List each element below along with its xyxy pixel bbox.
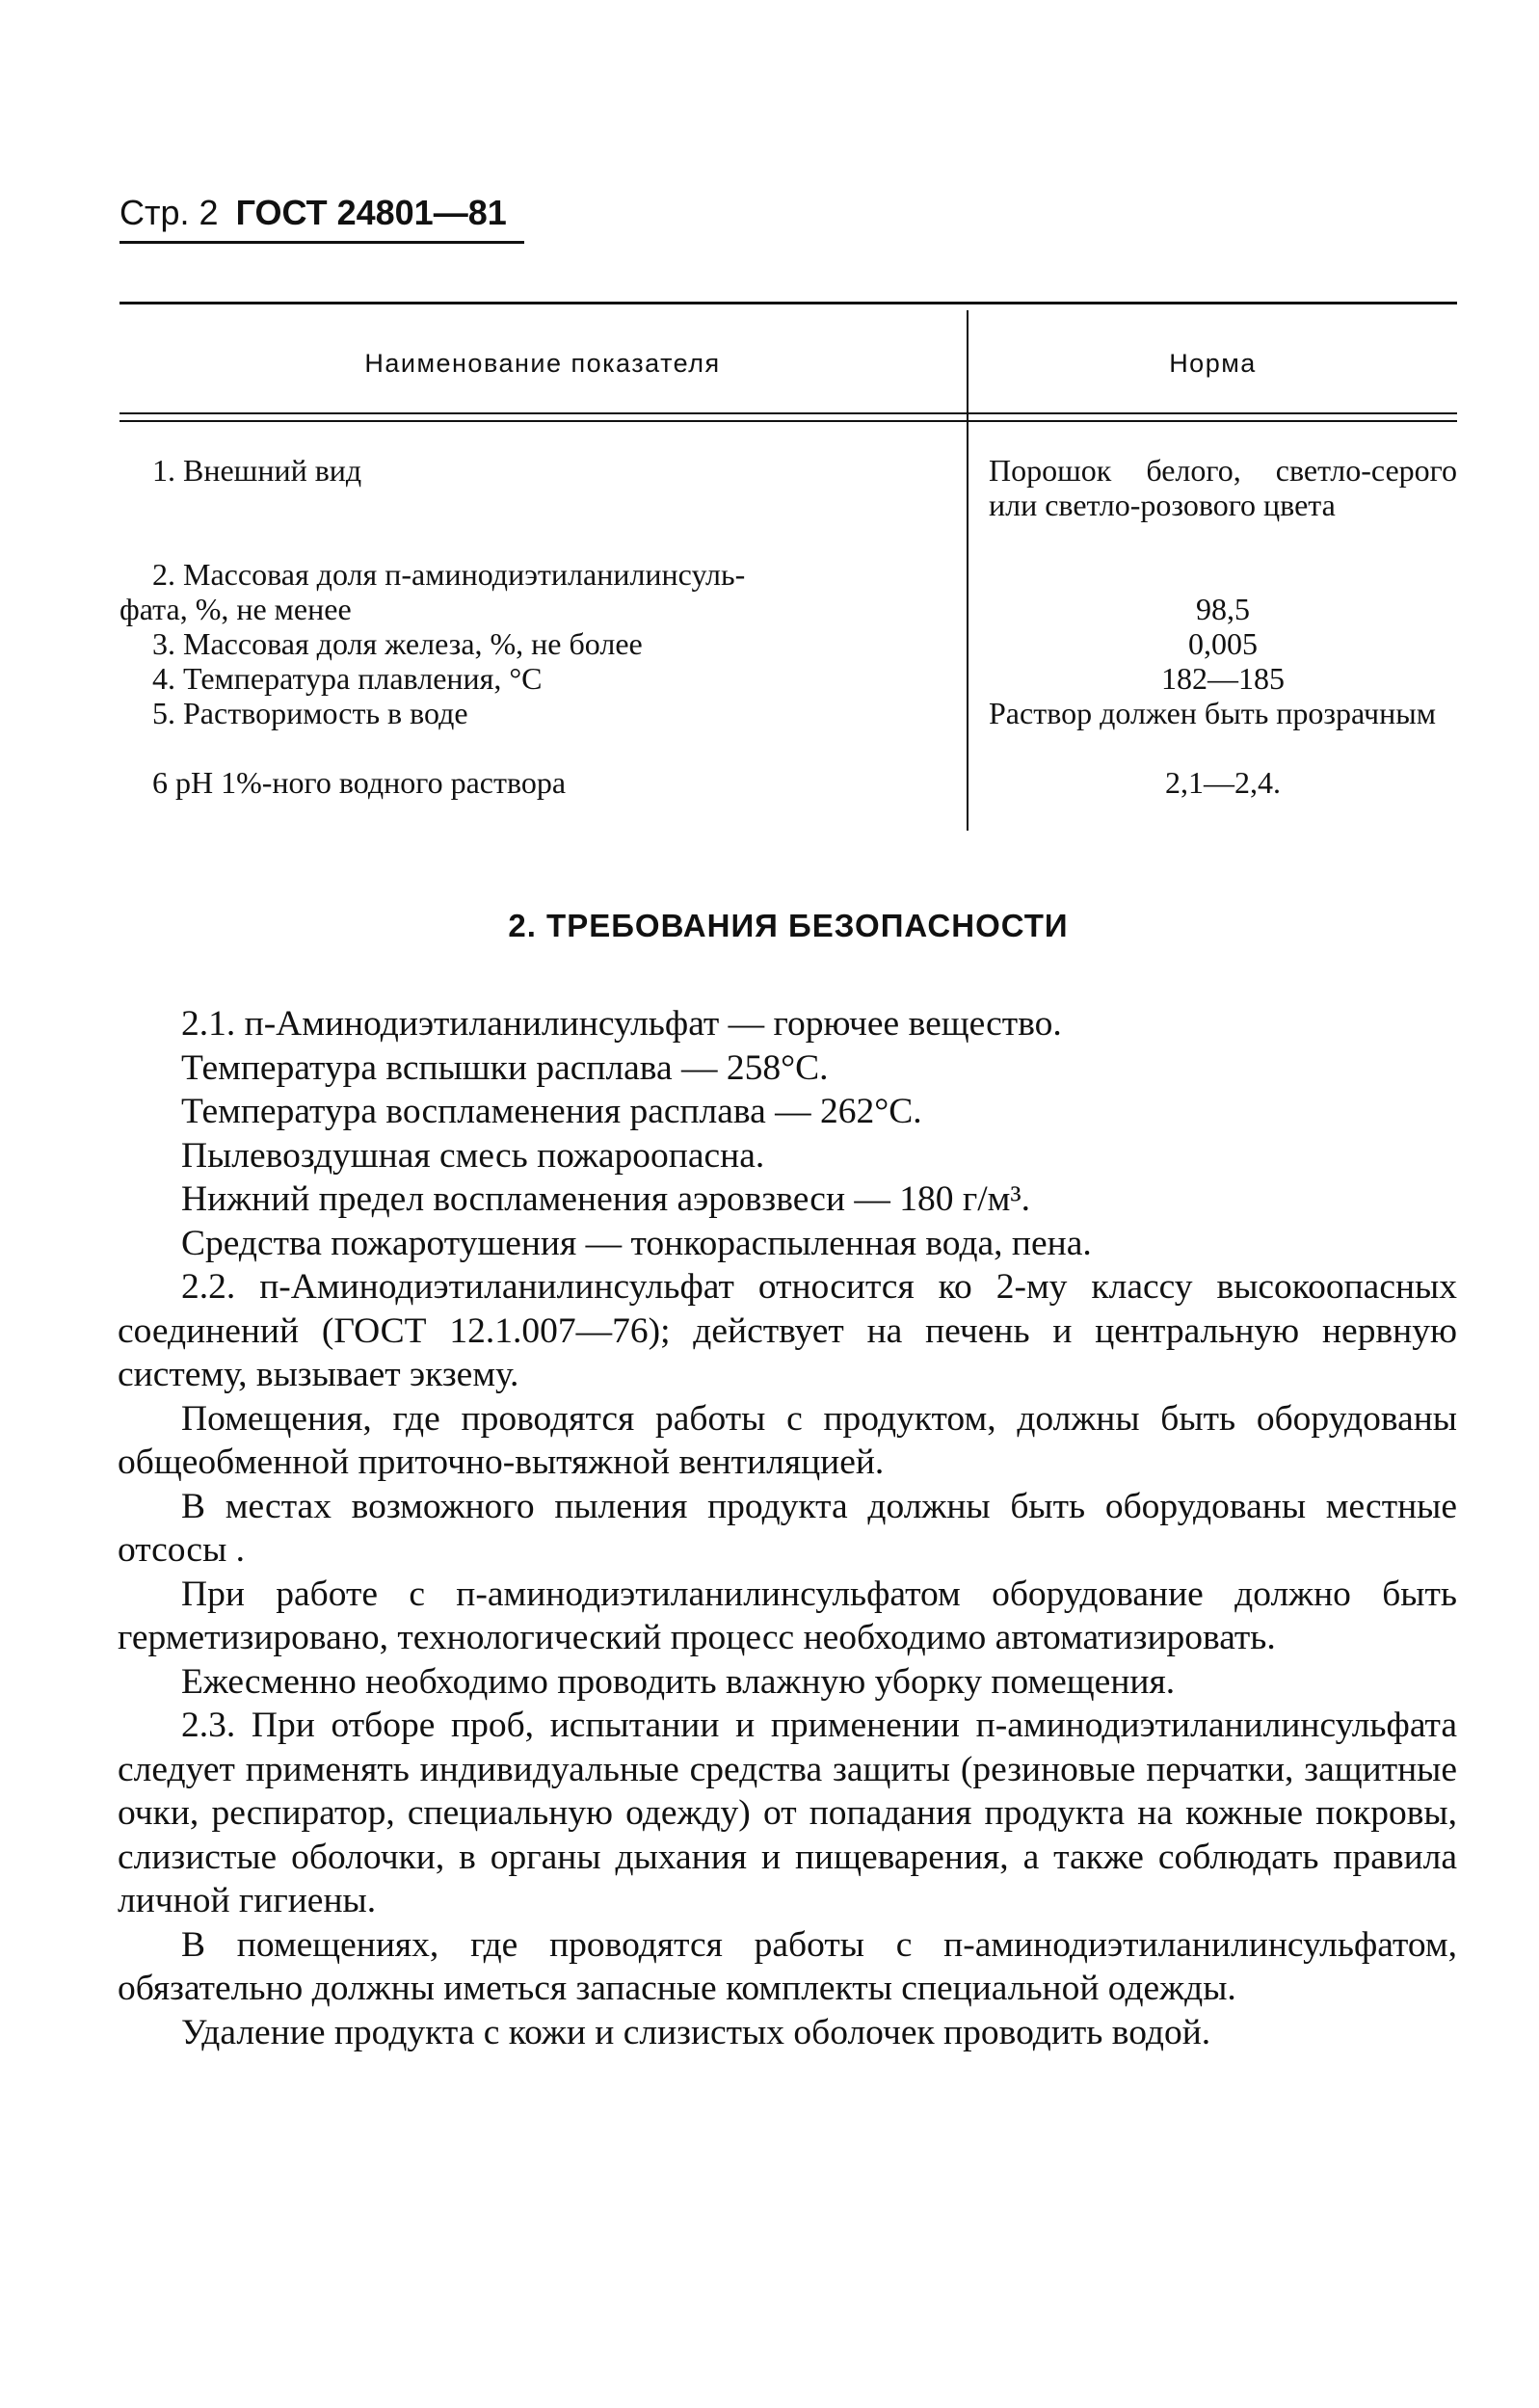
paragraph: Ежесменно необходимо проводить влажную уборку помещения. bbox=[181, 1661, 1176, 1702]
table-header-rule bbox=[119, 412, 1457, 414]
paragraph: Средства пожаротушения — тонкораспыленная вода, пена. bbox=[181, 1223, 1092, 1263]
column-header-norm: Норма bbox=[1169, 349, 1257, 378]
column-header-name: Наименование показателя bbox=[364, 349, 721, 378]
section-title: 2. ТРЕБОВАНИЯ БЕЗОПАСНОСТИ bbox=[508, 908, 1069, 943]
table-row-norm-4: 182—185 bbox=[1161, 661, 1285, 696]
header-rule bbox=[119, 241, 524, 244]
paragraph: В местах возможного пыления продукта должны быть оборудованы местные отсосы . bbox=[118, 1486, 1457, 1570]
table-row-norm-5: Раствор должен быть прозрачным bbox=[989, 696, 1436, 730]
page-number: Стр. 2 bbox=[119, 193, 219, 232]
paragraph: 2.1. п-Аминодиэтиланилинсульфат — горючее вещество. bbox=[181, 1004, 1062, 1044]
table-row-name-1: 1. Внешний вид bbox=[152, 453, 362, 488]
table-row-norm-1: Порошок белого, светло-серого или светло-розового цвета bbox=[989, 453, 1457, 522]
table-row-name-5: 5. Растворимость в воде bbox=[152, 696, 468, 730]
page-header bbox=[119, 193, 507, 233]
paragraph: Помещения, где проводятся работы с продуктом, должны быть оборудованы общеобменной приточно-вытяжной вентиляцией. bbox=[118, 1398, 1457, 1482]
table-column-divider bbox=[967, 310, 969, 831]
paragraph: Температура вспышки расплава — 258°С. bbox=[181, 1047, 829, 1088]
table-row-norm-6: 2,1—2,4. bbox=[1165, 765, 1281, 800]
paragraph: 2.3. При отборе проб, испытании и применении п-аминодиэтиланилинсульфата следует применять индивидуальные средства защиты (резиновые перчатки, защитные очки, респиратор, специальную одежду) от попадания продукта на кожные покровы, слизистые оболочки, в органы дыхания и пищеварения, а также соблюдать правила личной гигиены. bbox=[118, 1706, 1457, 1920]
table-row-name-4: 4. Температура плавления, °С bbox=[152, 661, 543, 696]
paragraph: Удаление продукта с кожи и слизистых оболочек проводить водой. bbox=[181, 2012, 1211, 2052]
table-top-rule bbox=[119, 302, 1457, 304]
paragraph: Пылевоздушная смесь пожароопасна. bbox=[181, 1135, 765, 1176]
paragraph: Температура воспламенения расплава — 262°С. bbox=[181, 1092, 922, 1131]
table-header-rule-2 bbox=[119, 420, 1457, 422]
table-row-norm-3: 0,005 bbox=[1188, 626, 1258, 661]
table-row-name-6: 6 рН 1%-ного водного раствора bbox=[152, 765, 567, 800]
standard-number: ГОСТ 24801—81 bbox=[235, 193, 507, 232]
table-row-name-2: 2. Массовая доля п-аминодиэтиланилинсуль- фата, %, не менее bbox=[119, 557, 746, 626]
paragraph: 2.2. п-Аминодиэтиланилинсульфат относится ко 2-му классу высокоопасных соединений (ГОСТ 12.1.007—76); действует на печень и центральную нервную систему, вызывает экзему. bbox=[118, 1267, 1457, 1394]
paragraph: Нижний предел воспламенения аэровзвеси — 180 г/м³. bbox=[181, 1179, 1031, 1219]
paragraph: При работе с п-аминодиэтиланилинсульфатом оборудование должно быть герметизировано, технологический процесс необходимо автоматизировать. bbox=[118, 1574, 1457, 1657]
paragraph: В помещениях, где проводятся работы с п-аминодиэтиланилинсульфатом, обязательно должны иметься запасные комплекты специальной одежды. bbox=[118, 1924, 1457, 2008]
table-row-norm-2: 98,5 bbox=[1196, 592, 1250, 626]
table-row-name-3: 3. Массовая доля железа, %, не более bbox=[152, 626, 643, 661]
section-body bbox=[118, 1002, 1457, 2054]
